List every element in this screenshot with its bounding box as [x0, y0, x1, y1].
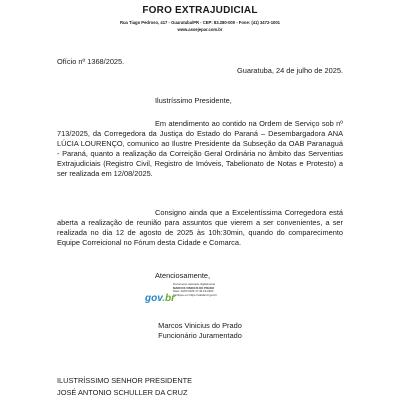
signature-line-4: Verifique em https://validar.iti.gov.br: [173, 292, 217, 297]
signer-name: Marcos Vinicius do Prado: [158, 321, 242, 330]
signer-role: Funcionário Juramentado: [158, 331, 242, 340]
letter-salutation: Ilustríssimo Presidente,: [155, 96, 232, 105]
letter-reference: Ofício nº 1368/2025.: [57, 57, 125, 66]
recipient-name: JOSÉ ANTONIO SCHULLER DA CRUZ: [57, 388, 188, 397]
letter-paragraph-2: Consigno ainda que a Excelentíssima Corregedora está aberta a realização de reunião para assuntos que vierem a ser convenientes, a ser realizada no dia 12 de agosto de 2025 às 10h:30min, quando do comparecimento Equipe Correicional no Fórum desta Cidade e Comarca.: [57, 208, 343, 247]
office-address: Rua Tiago Pedroso, 417 - Guaratuba/PR - CEP: 83.280-000 - Fone: (41) 3472-1001: [119, 20, 281, 25]
signature-details: [173, 283, 217, 297]
signature-line-1: Documento assinado digitalmente: [173, 282, 216, 286]
letter-date: Guaratuba, 24 de julho de 2025.: [236, 66, 343, 75]
recipient-title: ILUSTRÍSSIMO SENHOR PRESIDENTE: [57, 376, 193, 385]
office-website: www.assejepar.com.br: [177, 27, 223, 32]
signature-line-2: MARCOS VINICIUS DO PRADO: [173, 285, 215, 290]
letter-paragraph-1: Em atendimento ao contido na Ordem de Serviço sob nº 713/2025, da Corregedora da Justiça do Estado do Paraná – Desembargadora ANA LÚCIA LOURENÇO, comunico ao Ilustre Presidente da Subseção da OAB Paranaguá - Paraná, quanto a realização da Correição Geral Ordinária no âmbito das Serventias Extrajudiciais (Registro Civil, Registro de Imóveis, Tabelionato de Notas e Protesto) a ser realizada em 12/08/2025.: [57, 119, 343, 178]
signature-line-3: Data: 24/07/2025 17:46:23-0300: [173, 289, 214, 294]
office-title: FORO EXTRAJUDICIAL: [142, 5, 258, 16]
digital-signature-stamp: [145, 283, 265, 315]
govbr-logo: gov.br: [145, 293, 176, 304]
letter-closing: Atenciosamente,: [155, 271, 211, 280]
